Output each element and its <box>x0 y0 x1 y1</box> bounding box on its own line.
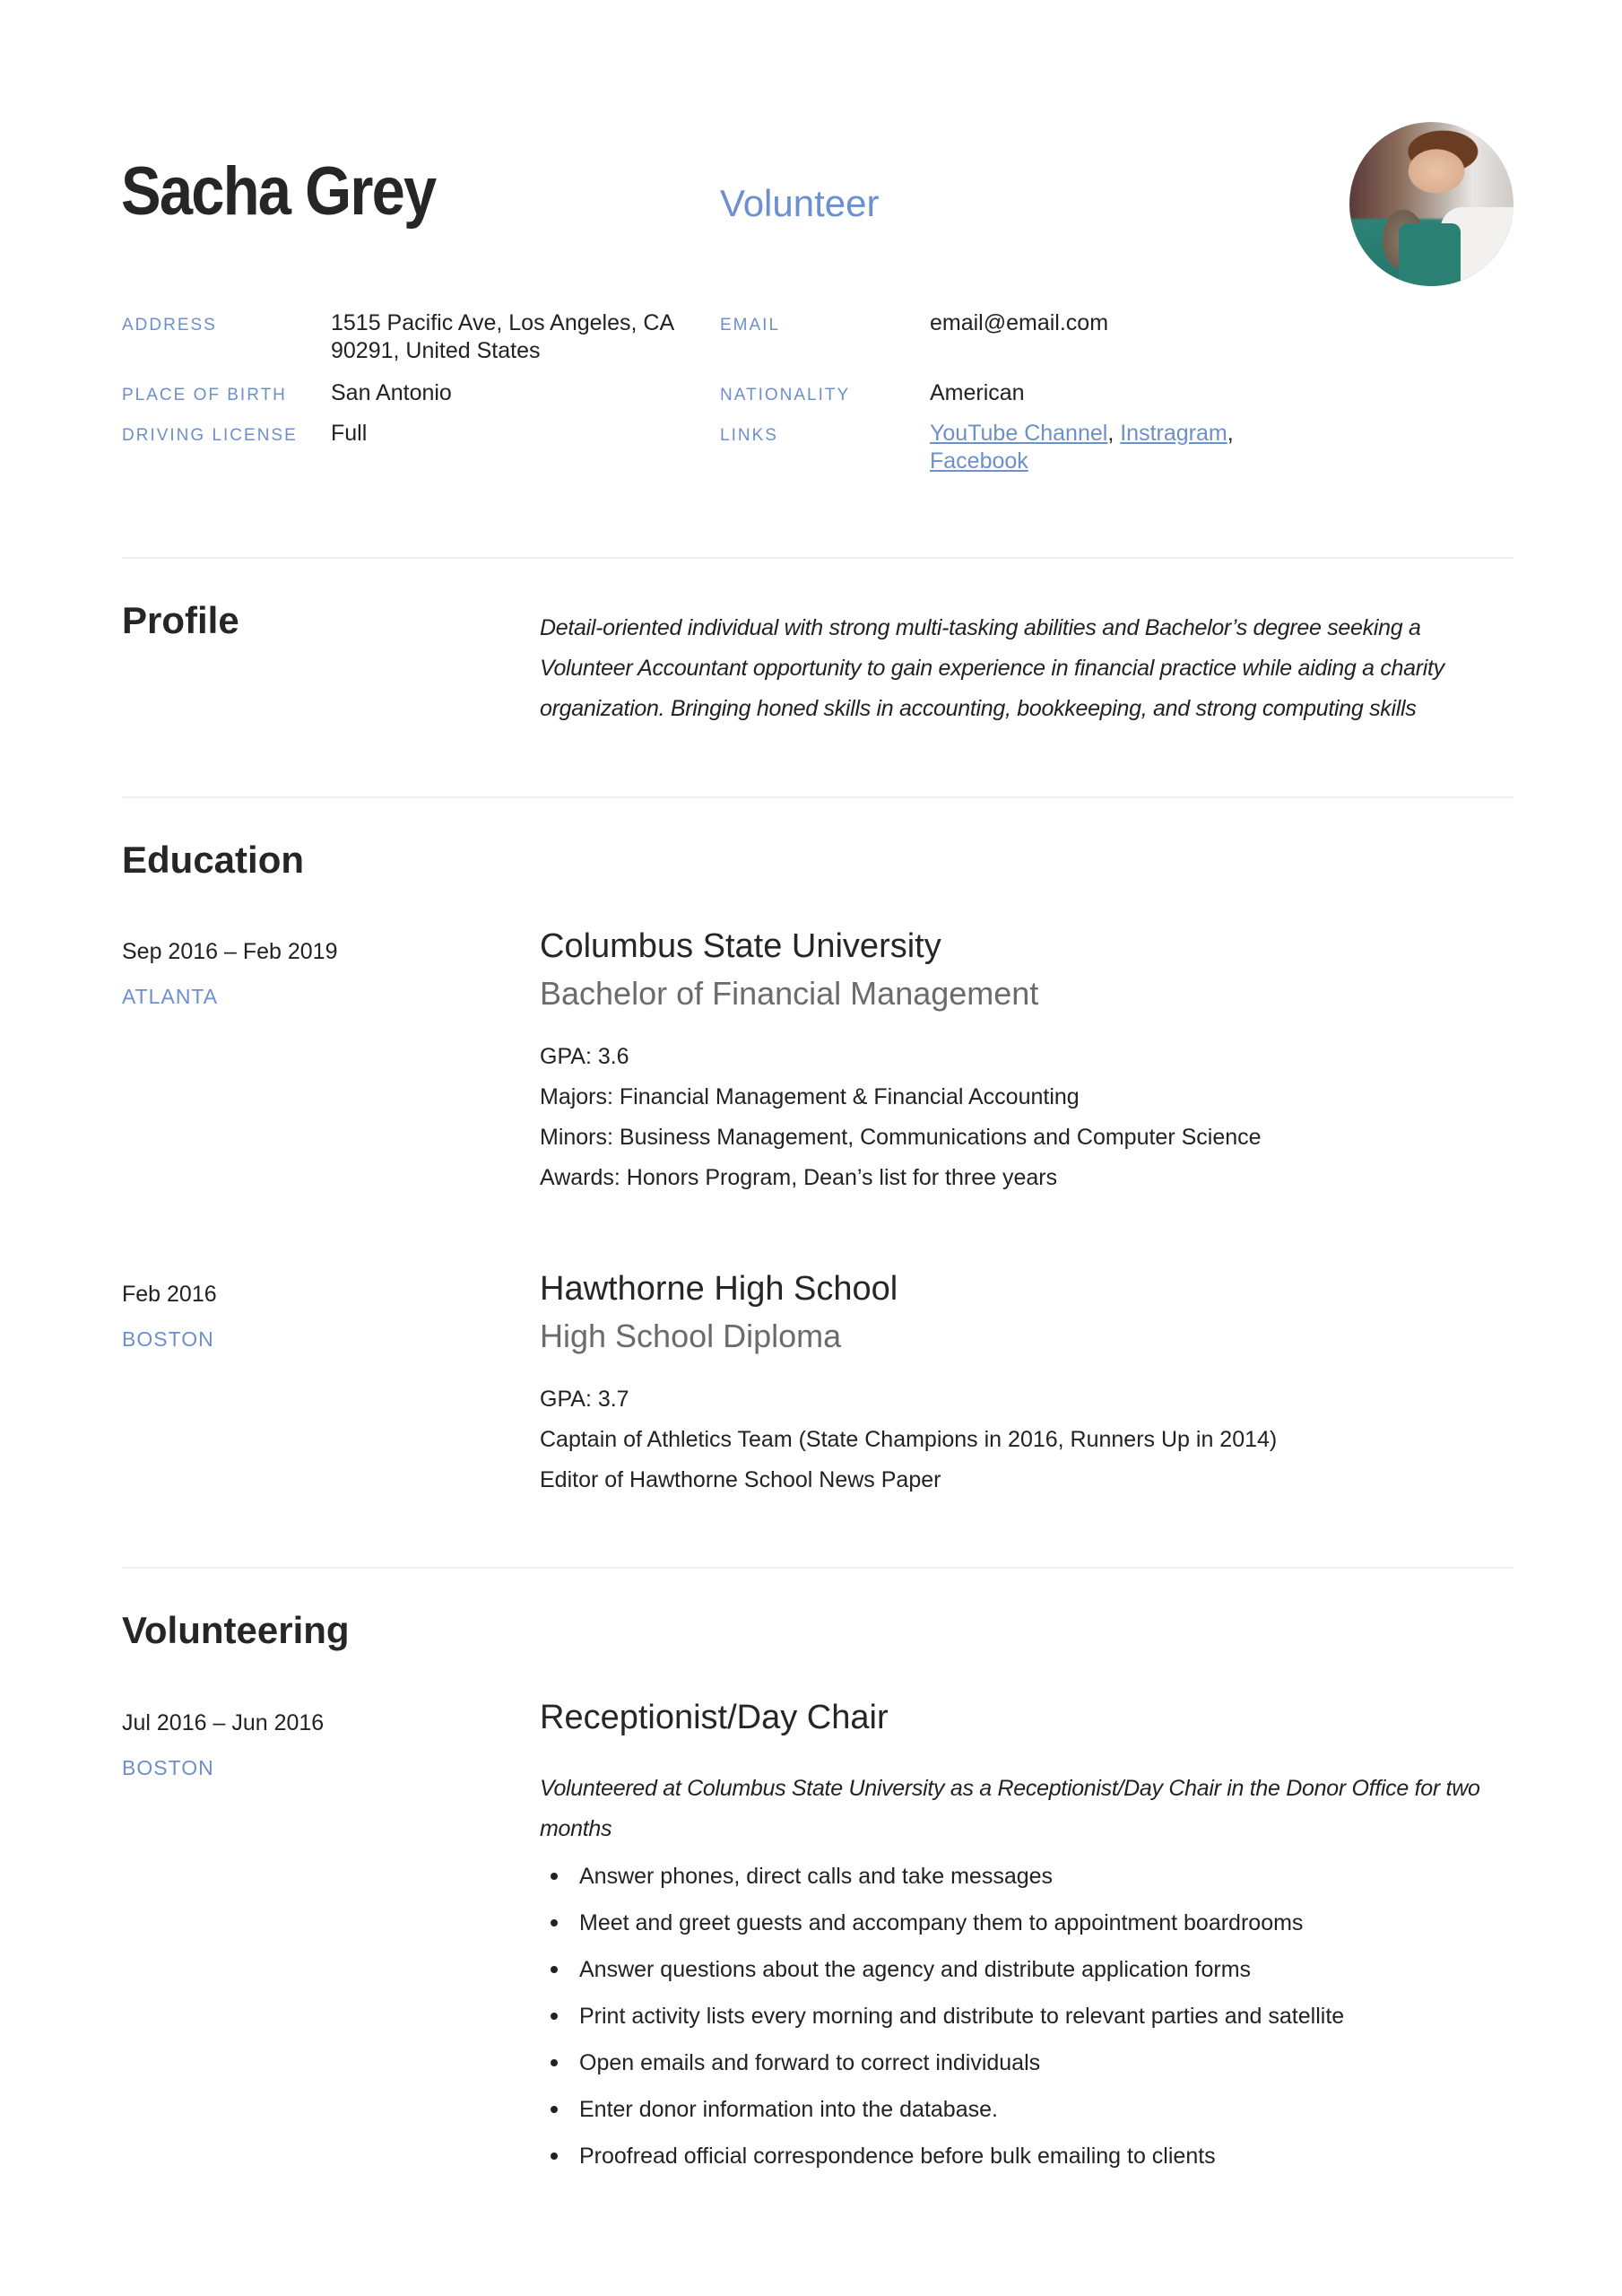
education-dates: Sep 2016 – Feb 2019 <box>122 939 338 964</box>
address-line2: 90291, United States <box>331 338 541 363</box>
list-item-text: Enter donor information into the database. <box>579 2097 998 2122</box>
education-detail: GPA: 3.6 <box>540 1044 629 1069</box>
education-dates: Feb 2016 <box>122 1282 217 1307</box>
list-item <box>579 2086 1344 2133</box>
list-item <box>579 2039 1344 2086</box>
bullet-icon <box>551 2013 558 2020</box>
facebook-link[interactable]: Facebook <box>930 448 1028 474</box>
photo-apron-shape <box>1399 223 1462 286</box>
volunteering-dates: Jul 2016 – Jun 2016 <box>122 1710 325 1735</box>
list-item <box>579 1853 1344 1900</box>
volunteer-role: Receptionist/Day Chair <box>540 1699 889 1736</box>
education-detail: Majors: Financial Management & Financial Accounting <box>540 1084 1080 1109</box>
education-location: ATLANTA <box>122 985 219 1008</box>
profile-photo <box>1349 122 1514 286</box>
list-item-text: Print activity lists every morning and distribute to relevant parties and satellite <box>579 2004 1345 2029</box>
list-item-text: Meet and greet guests and accompany them to appointment boardrooms <box>579 1910 1304 1935</box>
profile-summary: Detail-oriented individual with strong multi-tasking abilities and Bachelor’s degree seeking a Volunteer Accountant opportunity to gain experience in financial practice while aiding a charity organization. Bringing honed skills in accounting, bookkeeping, and strong computing skills <box>540 615 1444 721</box>
links-line2 <box>930 448 1028 475</box>
link-separator: , <box>1227 421 1234 446</box>
links-label: LINKS <box>720 426 778 445</box>
education-detail: GPA: 3.7 <box>540 1387 629 1412</box>
bullet-icon <box>551 1873 558 1880</box>
nationality-label: NATIONALITY <box>720 386 851 404</box>
list-item-text: Answer questions about the agency and distribute application forms <box>579 1957 1252 1982</box>
bullet-icon <box>551 1919 558 1926</box>
list-item-text: Proofread official correspondence before bulk emailing to clients <box>579 2144 1216 2169</box>
section-divider <box>122 796 1514 798</box>
bullet-icon <box>551 2106 558 2113</box>
degree-name: High School Diploma <box>540 1318 842 1354</box>
profile-heading: Profile <box>122 599 239 641</box>
school-name: Columbus State University <box>540 927 941 965</box>
youtube-link[interactable]: YouTube Channel <box>930 421 1108 446</box>
bullet-icon <box>551 2059 558 2066</box>
list-item <box>579 1946 1344 1993</box>
responsibilities-list <box>540 1853 1344 2179</box>
instagram-link[interactable]: Instragram <box>1120 421 1227 446</box>
email-value[interactable]: email@email.com <box>930 310 1109 335</box>
education-detail: Awards: Honors Program, Dean’s list for three years <box>540 1165 1058 1190</box>
school-name: Hawthorne High School <box>540 1270 898 1308</box>
place-of-birth-label: PLACE OF BIRTH <box>122 386 287 404</box>
bullet-icon <box>551 2152 558 2160</box>
nationality-value: American <box>930 380 1025 405</box>
education-detail: Minors: Business Management, Communications and Computer Science <box>540 1125 1262 1150</box>
email-label: EMAIL <box>720 316 781 335</box>
degree-name: Bachelor of Financial Management <box>540 975 1039 1012</box>
list-item-text: Open emails and forward to correct individuals <box>579 2050 1041 2075</box>
driving-license-label: DRIVING LICENSE <box>122 426 298 445</box>
links-line1 <box>930 420 1234 448</box>
education-detail: Editor of Hawthorne School News Paper <box>540 1467 941 1492</box>
list-item <box>579 1900 1344 1946</box>
candidate-name: Sacha Grey <box>121 153 436 230</box>
volunteering-heading: Volunteering <box>122 1609 350 1651</box>
education-location: BOSTON <box>122 1327 214 1351</box>
section-divider <box>122 1567 1514 1569</box>
volunteering-location: BOSTON <box>122 1756 214 1779</box>
volunteer-description: Volunteered at Columbus State University as a Receptionist/Day Chair in the Donor Office for two months <box>540 1776 1480 1841</box>
bullet-icon <box>551 1966 558 1973</box>
driving-license-value: Full <box>331 421 368 446</box>
section-divider <box>122 557 1514 559</box>
list-item <box>579 1993 1344 2039</box>
address-line1: 1515 Pacific Ave, Los Angeles, CA <box>331 310 675 335</box>
link-separator: , <box>1107 421 1115 446</box>
education-heading: Education <box>122 839 305 881</box>
address-label: ADDRESS <box>122 316 217 335</box>
list-item <box>579 2133 1344 2179</box>
list-item-text: Answer phones, direct calls and take messages <box>579 1864 1054 1889</box>
place-of-birth-value: San Antonio <box>331 380 452 405</box>
education-detail: Captain of Athletics Team (State Champions in 2016, Runners Up in 2014) <box>540 1427 1278 1452</box>
job-title: Volunteer <box>720 182 880 224</box>
